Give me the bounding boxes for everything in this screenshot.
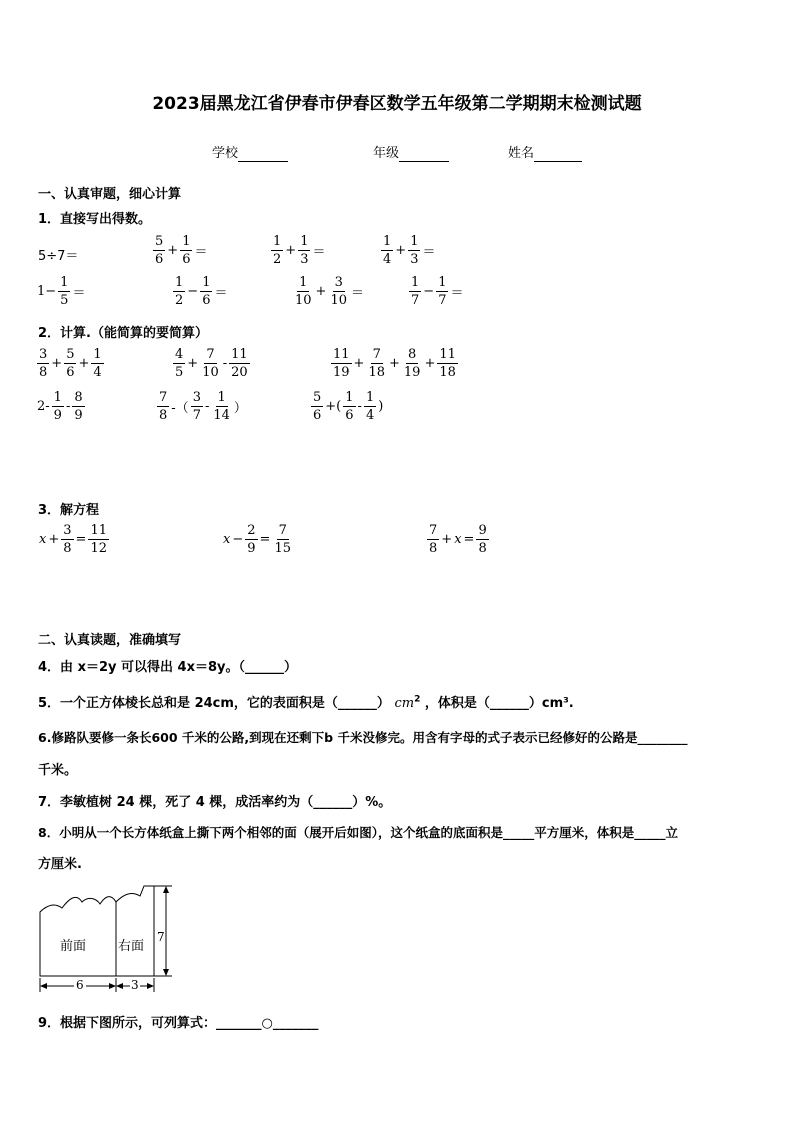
fraction	[366, 348, 387, 379]
school-label: 学校	[212, 146, 239, 161]
fraction	[200, 348, 221, 379]
math-operator: +	[424, 356, 436, 371]
math-operator: −	[423, 284, 435, 299]
numerator: 1	[202, 275, 211, 290]
math-operator: +	[315, 284, 327, 299]
fraction	[427, 524, 439, 555]
q2-b	[172, 348, 251, 379]
math-operator: -（	[171, 401, 189, 416]
height-label: 7	[157, 930, 165, 944]
numerator: 1	[365, 390, 375, 405]
math-operator: 2-	[37, 399, 50, 414]
name-blank[interactable]	[534, 146, 582, 162]
q9-text: 9．根据下图所示，可列算式：_______○_______	[38, 1016, 319, 1031]
q1-f	[172, 276, 228, 307]
fraction	[437, 348, 458, 379]
fraction	[229, 348, 250, 379]
math-operator: ＝	[450, 286, 464, 301]
denominator: 5	[60, 293, 69, 308]
denominator: 4	[365, 408, 375, 423]
denominator: 5	[175, 365, 184, 380]
denominator: 2	[175, 293, 184, 308]
denominator: 6	[66, 365, 75, 380]
fraction	[298, 235, 310, 266]
front-width-arrow-left	[40, 983, 47, 989]
math-operator: +(	[325, 399, 342, 414]
math-operator: -	[222, 356, 228, 371]
numerator: 1	[438, 275, 447, 290]
fraction	[343, 391, 355, 422]
numerator: 1	[182, 234, 191, 249]
q8-line2: 方厘米.	[38, 857, 82, 872]
section1-heading: 一、认真审题，细心计算	[38, 187, 182, 202]
denominator: 3	[300, 252, 309, 267]
math-operator: -	[204, 399, 210, 414]
math-operator: +	[187, 356, 199, 371]
math-operator: -	[65, 399, 71, 414]
fraction	[211, 391, 232, 422]
fraction	[381, 235, 393, 266]
fraction	[180, 235, 192, 266]
q3-c	[426, 524, 490, 555]
fraction	[173, 348, 185, 379]
denominator: 15	[274, 541, 291, 556]
numerator: 11	[90, 523, 107, 538]
numerator: 7	[159, 390, 168, 405]
q2-d	[36, 391, 86, 422]
denominator: 9	[53, 408, 62, 423]
fraction	[364, 391, 376, 422]
section2-heading: 二、认真读题，准确填写	[38, 633, 182, 648]
right-width-arrow-left	[116, 983, 123, 989]
name-label: 姓名	[508, 146, 535, 161]
denominator: 8	[478, 541, 487, 556]
math-operator: ＝	[312, 245, 326, 260]
math-operator: +	[285, 243, 297, 258]
numerator: 1	[93, 347, 102, 362]
denominator: 9	[247, 541, 256, 556]
fraction	[37, 348, 49, 379]
math-operator: =	[259, 532, 271, 547]
fraction	[153, 235, 165, 266]
fraction	[191, 391, 203, 422]
fraction	[272, 524, 293, 555]
numerator: 11	[333, 347, 350, 362]
denominator: 9	[74, 408, 83, 423]
fraction	[157, 391, 169, 422]
math-operator: 1−	[37, 284, 57, 299]
fraction	[61, 524, 73, 555]
denominator: 6	[155, 252, 164, 267]
fraction	[402, 348, 423, 379]
fraction	[52, 391, 64, 422]
math-operator: +	[353, 356, 365, 371]
right-face-label: 右面	[118, 939, 145, 954]
math-operator: ＝	[214, 286, 228, 301]
right-face	[116, 886, 154, 976]
denominator: 18	[368, 365, 385, 380]
q6-line2: 千米。	[38, 763, 78, 778]
front-width-label: 6	[76, 978, 84, 992]
numerator: 1	[410, 234, 419, 249]
numerator: 1	[345, 390, 354, 405]
denominator: 7	[192, 408, 201, 423]
q1-b	[152, 235, 208, 266]
numerator: 1	[60, 275, 69, 290]
math-operator: =	[75, 532, 87, 547]
numerator: 5	[66, 347, 75, 362]
denominator: 10	[202, 365, 219, 380]
fraction	[476, 524, 488, 555]
math-operator: +	[78, 356, 90, 371]
fraction	[436, 276, 448, 307]
q2-a	[36, 348, 105, 379]
q3-a	[38, 524, 110, 555]
denominator: 8	[63, 541, 72, 556]
numerator: 7	[278, 523, 287, 538]
q2-label: 2．计算.（能简算的要简算）	[38, 326, 208, 341]
math-operator: ＝	[72, 286, 86, 301]
fraction	[271, 235, 283, 266]
denominator: 10	[295, 293, 312, 308]
denominator: 2	[273, 252, 282, 267]
denominator: 8	[159, 408, 168, 423]
numerator: 1	[411, 275, 420, 290]
math-operator: x	[39, 532, 47, 547]
denominator: 3	[410, 252, 419, 267]
school-field	[212, 142, 288, 162]
math-operator: +	[51, 356, 63, 371]
fraction	[173, 276, 185, 307]
denominator: 19	[333, 365, 350, 380]
grade-blank[interactable]	[399, 146, 449, 162]
math-operator: ）	[233, 401, 247, 416]
grade-field	[373, 142, 449, 162]
math-operator: +	[389, 356, 400, 371]
right-width-label: 3	[131, 978, 139, 992]
q5-exponent: 2	[414, 694, 421, 705]
numerator: 7	[429, 523, 438, 538]
math-operator: ＝	[194, 245, 208, 260]
fraction	[311, 391, 323, 422]
right-width-arrow-right	[147, 983, 154, 989]
fraction	[409, 276, 421, 307]
fraction	[64, 348, 76, 379]
grade-label: 年级	[373, 146, 400, 161]
q5-part-a: 5．一个正方体棱长总和是 24cm，它的表面积是（______）	[38, 696, 390, 711]
q8-line1: 8．小明从一个长方体纸盒上撕下两个相邻的面（展开后如图），这个纸盒的底面积是_____平方厘米，体积是_____立	[38, 825, 678, 840]
denominator: 8	[39, 365, 48, 380]
numerator: 7	[206, 347, 215, 362]
denominator: 4	[383, 252, 392, 267]
q1-label: 1．直接写出得数。	[38, 212, 152, 227]
math-operator: ＝	[422, 245, 436, 260]
math-operator: +	[167, 243, 179, 258]
denominator: 14	[213, 408, 230, 423]
height-arrow-down	[163, 969, 169, 976]
denominator: 7	[411, 293, 420, 308]
page-title: 2023届黑龙江省伊春市伊春区数学五年级第二学期期末检测试题	[152, 94, 642, 114]
numerator: 3	[334, 275, 343, 290]
q1-a	[38, 245, 78, 264]
numerator: 1	[383, 234, 392, 249]
fraction	[328, 276, 349, 307]
denominator: 7	[438, 293, 447, 308]
numerator: 5	[313, 390, 322, 405]
numerator: 1	[299, 275, 308, 290]
math-operator: x	[454, 532, 462, 547]
fraction	[293, 276, 314, 307]
q1-h	[408, 276, 464, 307]
math-operator: +	[48, 532, 60, 547]
denominator: 20	[231, 365, 248, 380]
denominator: 6	[202, 293, 211, 308]
front-width-arrow-right	[109, 983, 116, 989]
q1-e	[36, 276, 86, 307]
numerator: 1	[175, 275, 184, 290]
numerator: 1	[300, 234, 309, 249]
numerator: 1	[53, 390, 62, 405]
q1-d	[380, 235, 436, 266]
denominator: 6	[182, 252, 191, 267]
fraction	[200, 276, 212, 307]
math-operator: −	[187, 284, 199, 299]
q2-f	[310, 391, 384, 422]
numerator: 8	[74, 390, 83, 405]
q3-label: 3．解方程	[38, 503, 100, 518]
fraction	[331, 348, 352, 379]
denominator: 4	[93, 365, 102, 380]
denominator: 12	[90, 541, 107, 556]
q2-c	[330, 348, 459, 379]
math-operator: −	[232, 532, 244, 547]
denominator: 8	[429, 541, 438, 556]
school-blank[interactable]	[238, 146, 288, 162]
numerator: 2	[247, 523, 256, 538]
q5-text	[38, 692, 574, 711]
denominator: 6	[345, 408, 354, 423]
numerator: 4	[175, 347, 184, 362]
q5-part-b: ，体积是（______）cm³.	[424, 696, 574, 711]
numerator: 3	[63, 523, 72, 538]
numerator: 1	[217, 390, 226, 405]
fraction	[72, 391, 84, 422]
math-operator: ＝	[351, 286, 365, 301]
q7-text: 7．李敏植树 24 棵，死了 4 棵，成活率约为（______）%。	[38, 795, 392, 810]
numerator: 7	[372, 347, 381, 362]
math-operator: =	[463, 532, 475, 547]
denominator: 18	[439, 365, 456, 380]
numerator: 11	[439, 347, 456, 362]
front-face-label: 前面	[60, 939, 87, 954]
fraction	[91, 348, 103, 379]
q5-unit: cm	[394, 696, 415, 711]
fraction	[245, 524, 257, 555]
math-operator: +	[395, 243, 407, 258]
denominator: 10	[330, 293, 347, 308]
numerator: 1	[273, 234, 282, 249]
q1-g	[292, 276, 365, 307]
name-field	[508, 142, 582, 162]
q6-line1: 6.修路队要修一条长600 千米的公路,到现在还剩下b 千米没修完。用含有字母的式子表示已经修好的公路是________	[38, 730, 688, 745]
q3-b	[222, 524, 294, 555]
fraction	[408, 235, 420, 266]
denominator: 19	[403, 365, 421, 380]
numerator: 11	[231, 347, 248, 362]
math-operator: +	[441, 532, 453, 547]
q2-e	[156, 391, 248, 422]
q1-a-text: 5÷7＝	[38, 249, 79, 264]
fraction	[88, 524, 109, 555]
numerator: 9	[478, 523, 487, 538]
math-operator: x	[223, 532, 231, 547]
fraction	[58, 276, 70, 307]
q1-c	[270, 235, 326, 266]
height-arrow-up	[163, 886, 169, 893]
q4-text: 4．由 x＝2y 可以得出 4x＝8y。（______）	[38, 660, 297, 675]
denominator: 6	[313, 408, 322, 423]
numerator: 3	[192, 390, 201, 405]
math-operator: )	[378, 399, 384, 414]
numerator: 3	[39, 347, 48, 362]
numerator: 8	[408, 347, 417, 362]
numerator: 5	[155, 234, 164, 249]
math-operator: -	[357, 399, 362, 414]
